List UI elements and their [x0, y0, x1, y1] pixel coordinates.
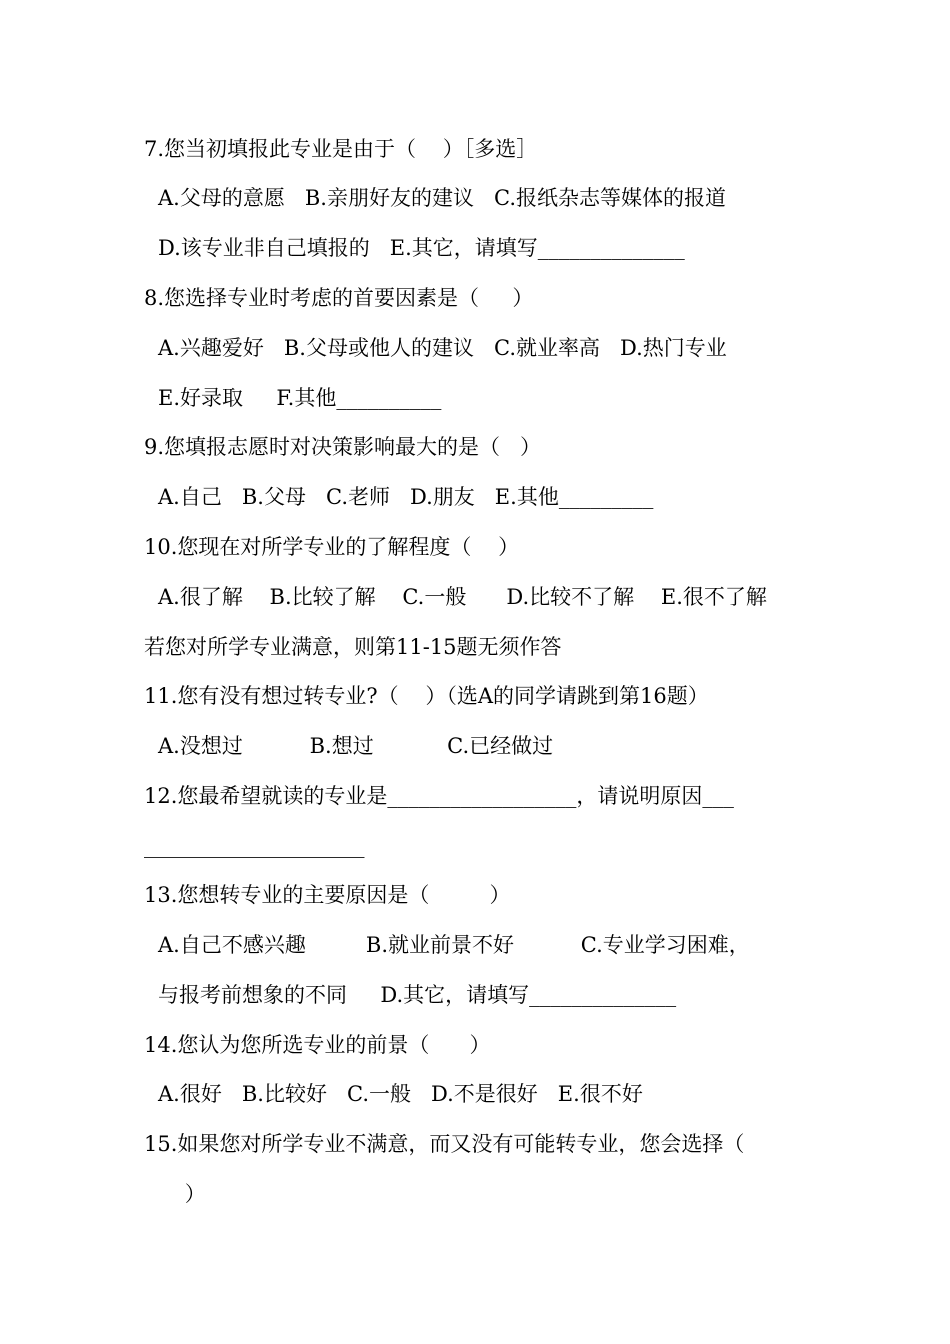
question-13-options-2: 与报考前想象的不同 D.其它，请填写______________: [158, 983, 677, 1007]
skip-instruction: 若您对所学专业满意，则第11-15题无须作答: [144, 635, 562, 659]
question-8: 8.您选择专业时考虑的首要因素是（ ）: [144, 286, 534, 310]
question-10: 10.您现在对所学专业的了解程度（ ）: [144, 535, 520, 559]
question-8-options-1: A.兴趣爱好 B.父母或他人的建议 C.就业率高 D.热门专业: [158, 336, 727, 360]
question-12: 12.您最希望就读的专业是__________________，请说明原因___: [144, 784, 734, 808]
question-11: 11.您有没有想过转专业?（ ）（选A的同学请跳到第16题）: [144, 684, 709, 708]
question-8-options-2: E.好录取 F.其他__________: [158, 386, 442, 410]
question-12-blank: _____________________: [144, 834, 365, 858]
question-15-answer-bracket: ）: [158, 1182, 206, 1206]
question-10-options: A.很了解 B.比较了解 C.一般 D.比较不了解 E.很不了解: [158, 585, 767, 609]
question-11-options: A.没想过 B.想过 C.已经做过: [158, 734, 554, 758]
question-15: 15.如果您对所学专业不满意，而又没有可能转专业，您会选择（: [144, 1132, 745, 1156]
question-9: 9.您填报志愿时对决策影响最大的是（ ）: [144, 435, 542, 459]
question-13-options-1: A.自己不感兴趣 B.就业前景不好 C.专业学习困难，: [158, 933, 750, 957]
question-9-options: A.自己 B.父母 C.老师 D.朋友 E.其他_________: [158, 485, 654, 509]
question-14-options: A.很好 B.比较好 C.一般 D.不是很好 E.很不好: [158, 1082, 643, 1106]
question-7: 7.您当初填报此专业是由于（ ）［多选］: [144, 137, 538, 161]
question-7-options-2: D.该专业非自己填报的 E.其它，请填写______________: [158, 236, 685, 260]
question-7-options-1: A.父母的意愿 B.亲朋好友的建议 C.报纸杂志等媒体的报道: [158, 186, 726, 210]
question-14: 14.您认为您所选专业的前景（ ）: [144, 1033, 491, 1057]
question-13: 13.您想转专业的主要原因是（ ）: [144, 883, 511, 907]
